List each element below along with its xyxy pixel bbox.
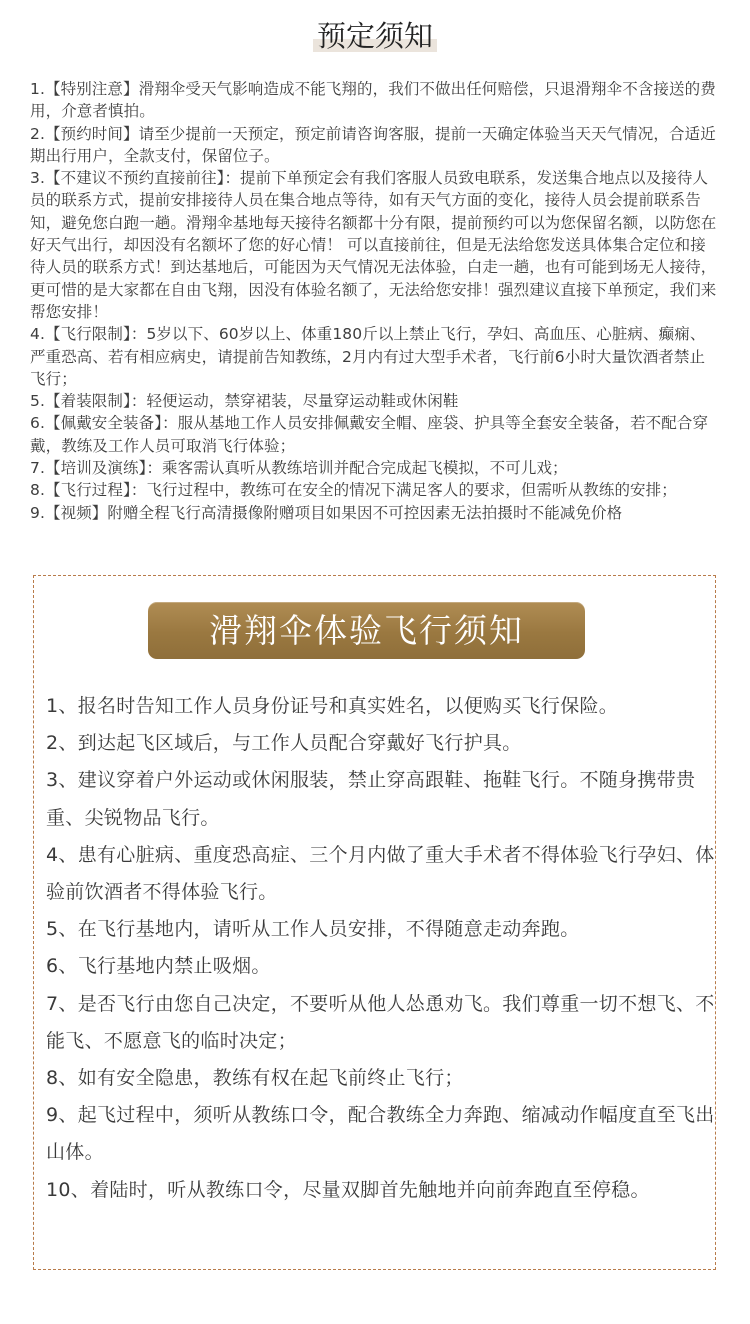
notice-item (30, 412, 720, 457)
notice-index: 4. (30, 325, 45, 344)
notice-item (30, 457, 720, 479)
notice-text: ：服从基地工作人员安排佩戴安全帽、座袋、护具等全套安全装备，若不配合穿戴，教练及工作人员可取消飞行体验； (30, 414, 709, 455)
notice-tag: 【特别注意】 (45, 80, 139, 98)
notice-index: 1. (30, 80, 45, 98)
guide-rule-item: 4、患有心脏病、重度恐高症、三个月内做了重大手术者不得体验飞行孕妇、体验前饮酒者不得体验飞行。 (46, 843, 715, 904)
guide-rule-item: 5、在飞行基地内，请听从工作人员安排，不得随意走动奔跑。 (46, 918, 580, 941)
notice-text: 请至少提前一天预定，预定前请咨询客服，提前一天确定体验当天天气情况，合适近期出行用户，全款支付，保留位子。 (30, 124, 716, 165)
guide-rule-item: 6、飞行基地内禁止吸烟。 (46, 955, 271, 978)
notice-item (30, 502, 720, 524)
notice-index: 5. (30, 392, 45, 411)
notice-text: ：提前下单预定会有我们客服人员致电联系，发送集合地点以及接待人员的联系方式，提前安排接待人员在集合地点等待，如有天气方面的变化，接待人员会提前联系告知，避免您白跑一趟。滑翔伞基地每天接待名额都十分有限，提前预约可以为您保留名额，以防您在好天气出行，却因没有名额坏了您的好心情！ 可以直接前往，但是无法给您发送具体集合定位和接待人员的联系方式！到达基地后，可能因为天气情况无法体验，白走一趟，也有可能到场无人接待，更可惜的是大家都在自由飞翔，因没有体验名额了，无法给您安排！强烈建议直接下单预定，我们来帮您安排！ (30, 169, 717, 321)
notice-index: 3. (30, 169, 45, 188)
notice-text: ：乘客需认真听从教练培训并配合完成起飞模拟，不可儿戏； (146, 459, 568, 478)
notice-item (30, 167, 720, 323)
notice-item (30, 390, 720, 412)
notice-item (30, 479, 720, 501)
notice-tag: 【视频】 (45, 503, 108, 522)
notice-tag: 【预约时间】 (45, 124, 139, 143)
notice-tag: 【不建议不预约直接前往】 (45, 169, 225, 188)
flight-guide-rule-list (46, 688, 718, 1209)
notice-tag: 【飞行过程】 (45, 481, 131, 500)
notice-text: ：5岁以下、60岁以上、体重180斤以上禁止飞行，孕妇、高血压、心脏病、癫痫、严重恐高、若有相应病史，请提前告知教练，2月内有过大型手术者，飞行前6小时大量饮酒者禁止飞行； (30, 325, 706, 388)
notice-text: 附赠全程飞行高清摄像附赠项目如果因不可控因素无法拍摄时不能减免价格 (107, 503, 623, 522)
guide-rule-item: 8、如有安全隐患，教练有权在起飞前终止飞行； (46, 1067, 464, 1090)
notice-item (30, 123, 720, 168)
notice-text: ：飞行过程中，教练可在安全的情况下满足客人的要求，但需听从教练的安排； (130, 481, 677, 500)
guide-rule-item: 2、到达起飞区域后，与工作人员配合穿戴好飞行护具。 (46, 732, 522, 755)
guide-rule-item: 9、起飞过程中，须听从教练口令，配合教练全力奔跑、缩减动作幅度直至飞出山体。 (46, 1104, 715, 1164)
page-title (313, 18, 437, 54)
notice-item (30, 78, 720, 123)
notice-tag: 【飞行限制】 (45, 325, 131, 344)
page-title-text: 预定须知 (316, 19, 433, 53)
notice-index: 9. (30, 503, 45, 522)
notice-tag: 【佩戴安全装备】 (45, 414, 163, 433)
flight-guide-banner: 滑翔伞体验飞行须知 (148, 602, 585, 659)
notice-index: 6. (30, 414, 45, 433)
notice-index: 2. (30, 124, 45, 143)
notice-text: 滑翔伞受天气影响造成不能飞翔的，我们不做出任何赔偿，只退滑翔伞不含接送的费用，介意者慎拍。 (30, 80, 716, 121)
notice-text: ：轻便运动，禁穿裙装，尽量穿运动鞋或休闲鞋 (130, 392, 459, 411)
booking-notice-header (0, 18, 750, 54)
guide-rule-item: 7、是否飞行由您自己决定，不要听从他人怂恿劝飞。我们尊重一切不想飞、不能飞、不愿意飞的临时决定； (46, 992, 715, 1052)
guide-rule-item: 1、报名时告知工作人员身份证号和真实姓名，以便购买飞行保险。 (46, 695, 619, 717)
booking-notice-list (30, 78, 720, 524)
guide-rule-item: 10、着陆时，听从教练口令，尽量双脚首先触地并向前奔跑直至停稳。 (46, 1178, 650, 1201)
guide-rule-item: 3、建议穿着户外运动或休闲服装，禁止穿高跟鞋、拖鞋飞行。不随身携带贵重、尖锐物品飞行。 (46, 769, 696, 829)
notice-index: 7. (30, 459, 45, 478)
notice-item (30, 323, 720, 390)
notice-index: 8. (30, 481, 45, 500)
notice-tag: 【培训及演练】 (45, 459, 147, 478)
notice-tag: 【着装限制】 (45, 392, 131, 411)
